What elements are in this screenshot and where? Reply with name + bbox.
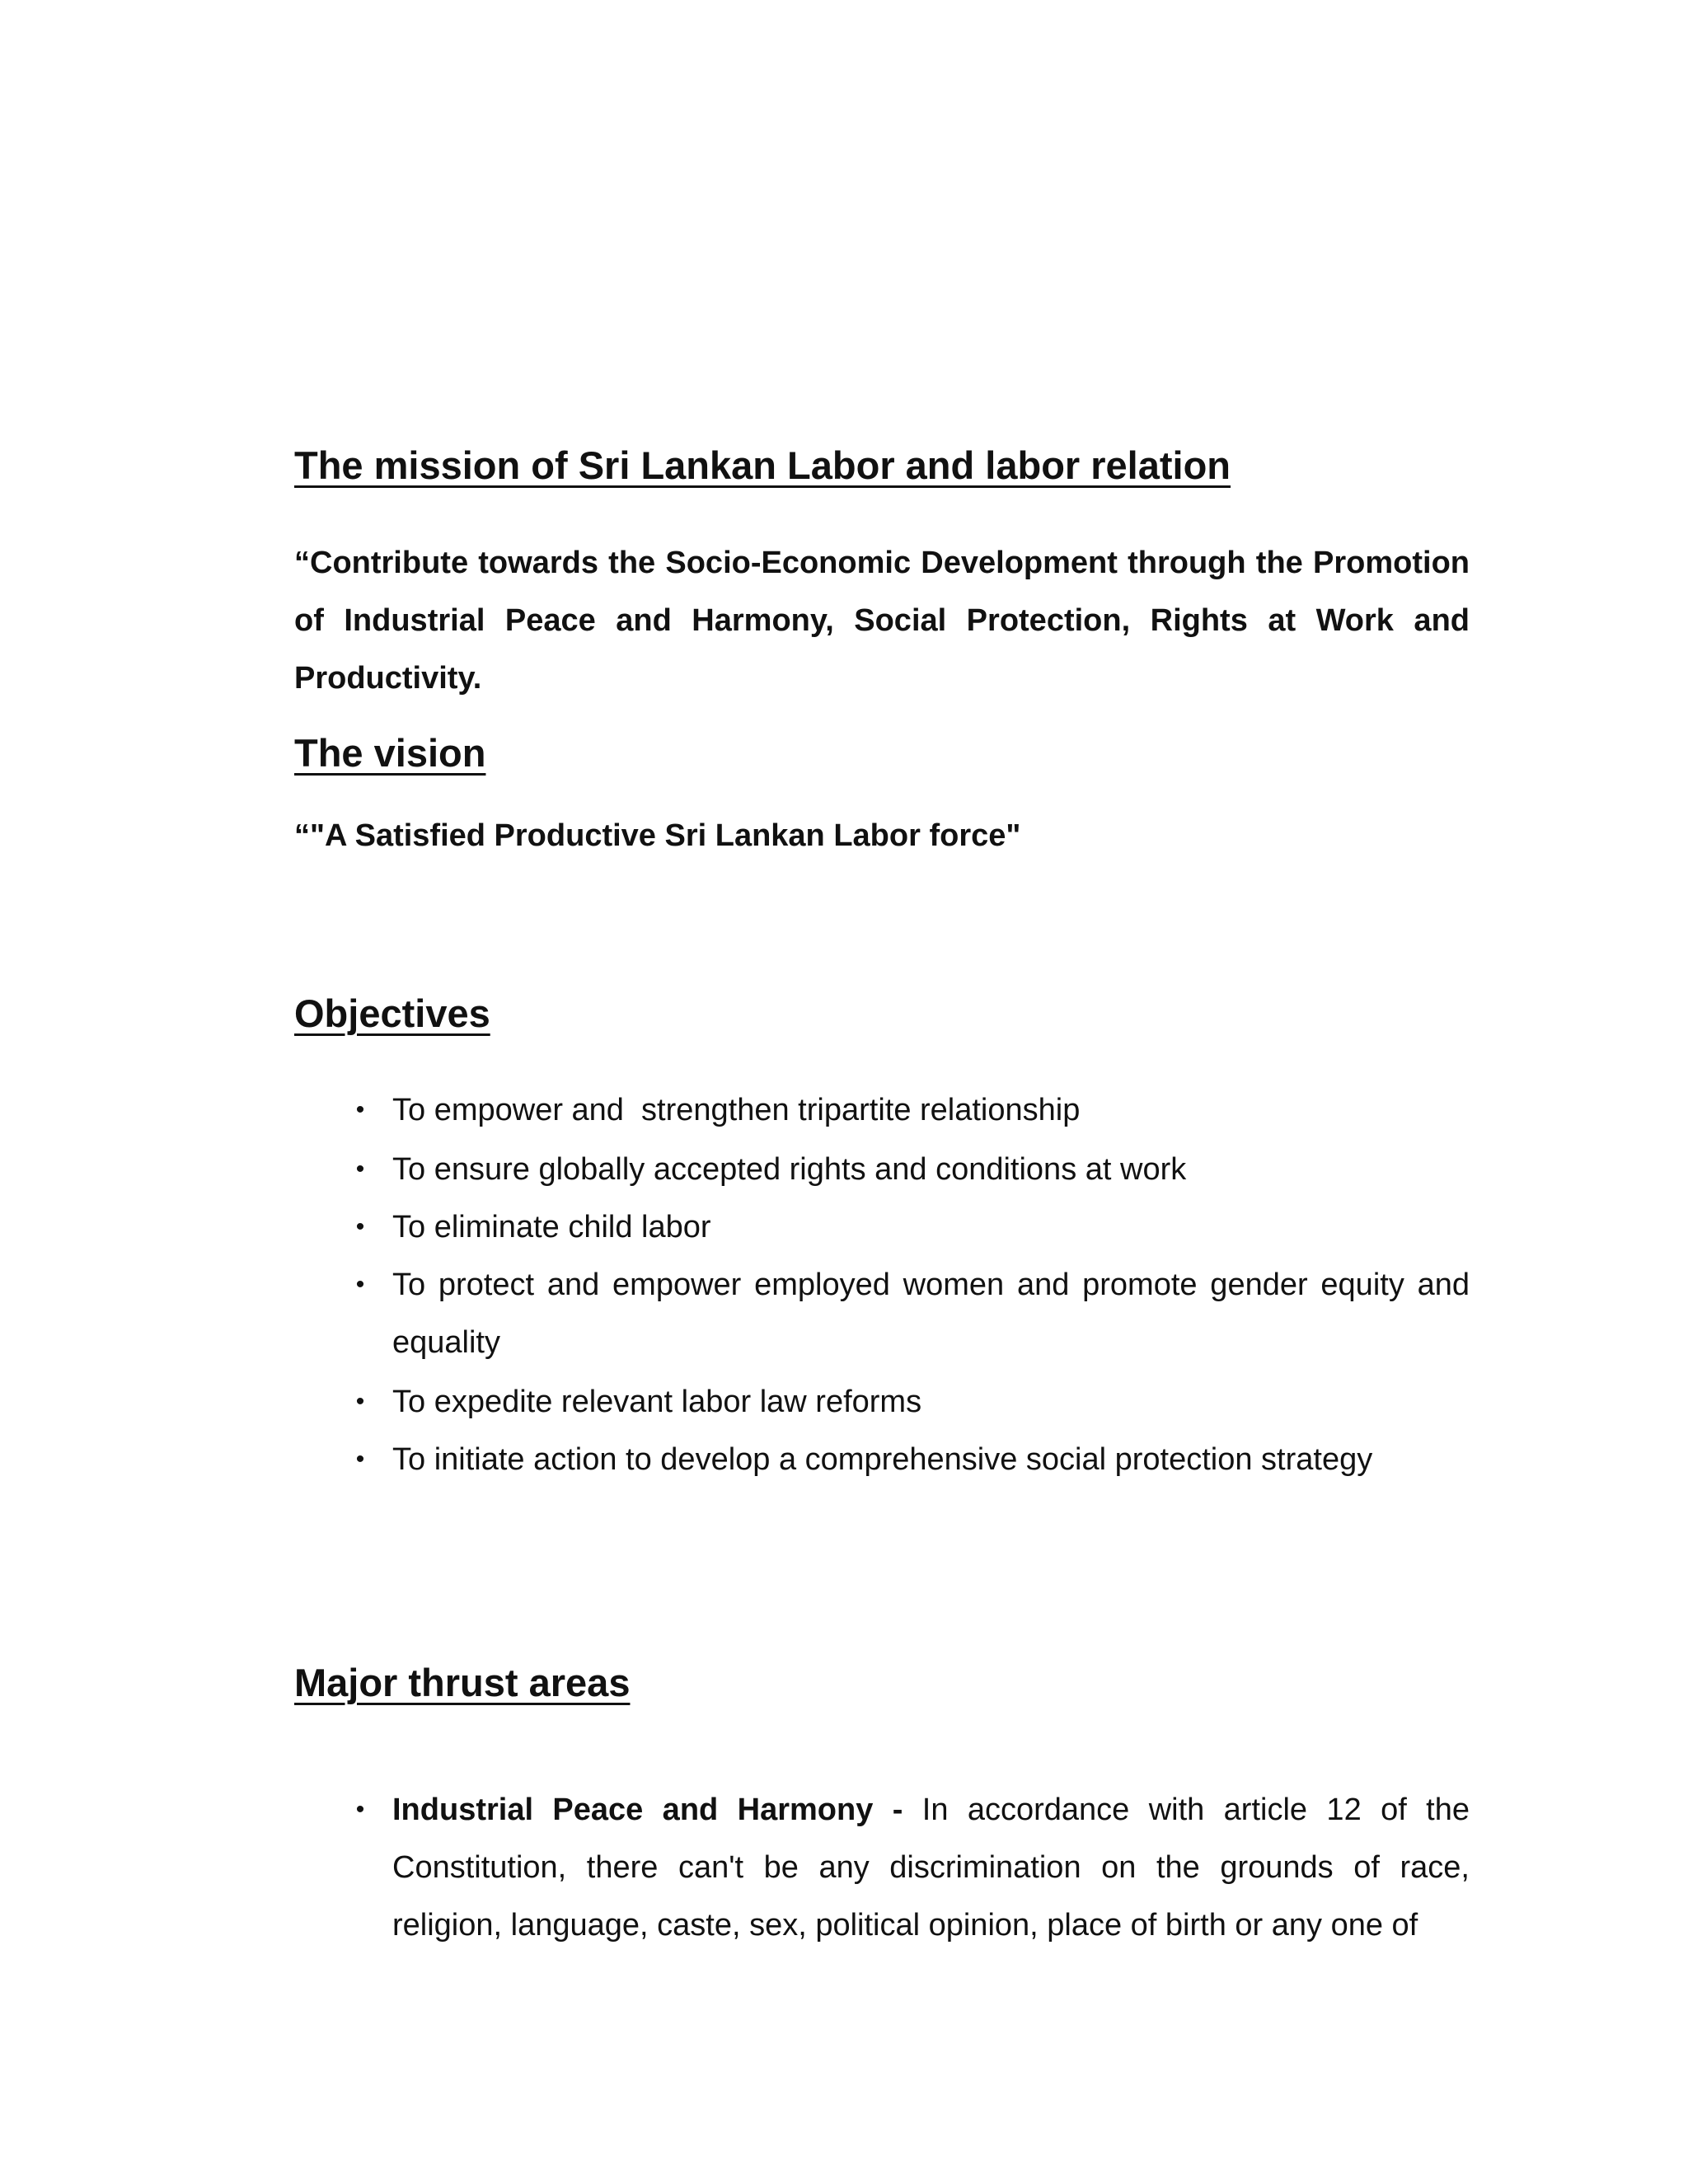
bullet-icon: • [355,1271,365,1298]
thrust-item-lead: Industrial Peace and Harmony - [392,1793,903,1827]
mission-heading: The mission of Sri Lankan Labor and labor relation [294,443,1231,487]
bullet-icon: • [355,1096,365,1123]
objective-text: To protect and empower employed women and promote gender equity and equality [392,1268,1470,1360]
bullet-icon: • [355,1155,365,1183]
thrust-item-body: In accordance with article 12 of the Constitution, there can't be any discrimination on the grounds of race, religion, language, caste, sex, political opinion, place of birth or any one of [392,1793,1470,1943]
bullet-icon: • [355,1388,365,1415]
thrust-item-text [392,1781,1470,1954]
bullet-icon: • [355,1213,365,1240]
bullet-icon: • [355,1796,365,1823]
thrust-heading: Major thrust areas [294,1661,631,1704]
bullet-icon: • [355,1446,365,1473]
objective-text: To ensure globally accepted rights and conditions at work [392,1152,1187,1187]
objective-text: To initiate action to develop a comprehensive social protection strategy [392,1442,1373,1477]
vision-statement: “"A Satisfied Productive Sri Lankan Labor force" [294,818,1021,853]
objective-text: To expedite relevant labor law reforms [392,1385,922,1419]
mission-statement: “Contribute towards the Socio-Economic Development through the Promotion of Industrial Peace and Harmony, Social Protection, Rights at Work and Productivity. [294,546,1470,696]
objectives-heading: Objectives [294,991,490,1035]
vision-heading: The vision [294,731,486,775]
objective-text: To empower and strengthen tripartite relationship [392,1093,1081,1127]
objective-text: To eliminate child labor [392,1210,711,1244]
